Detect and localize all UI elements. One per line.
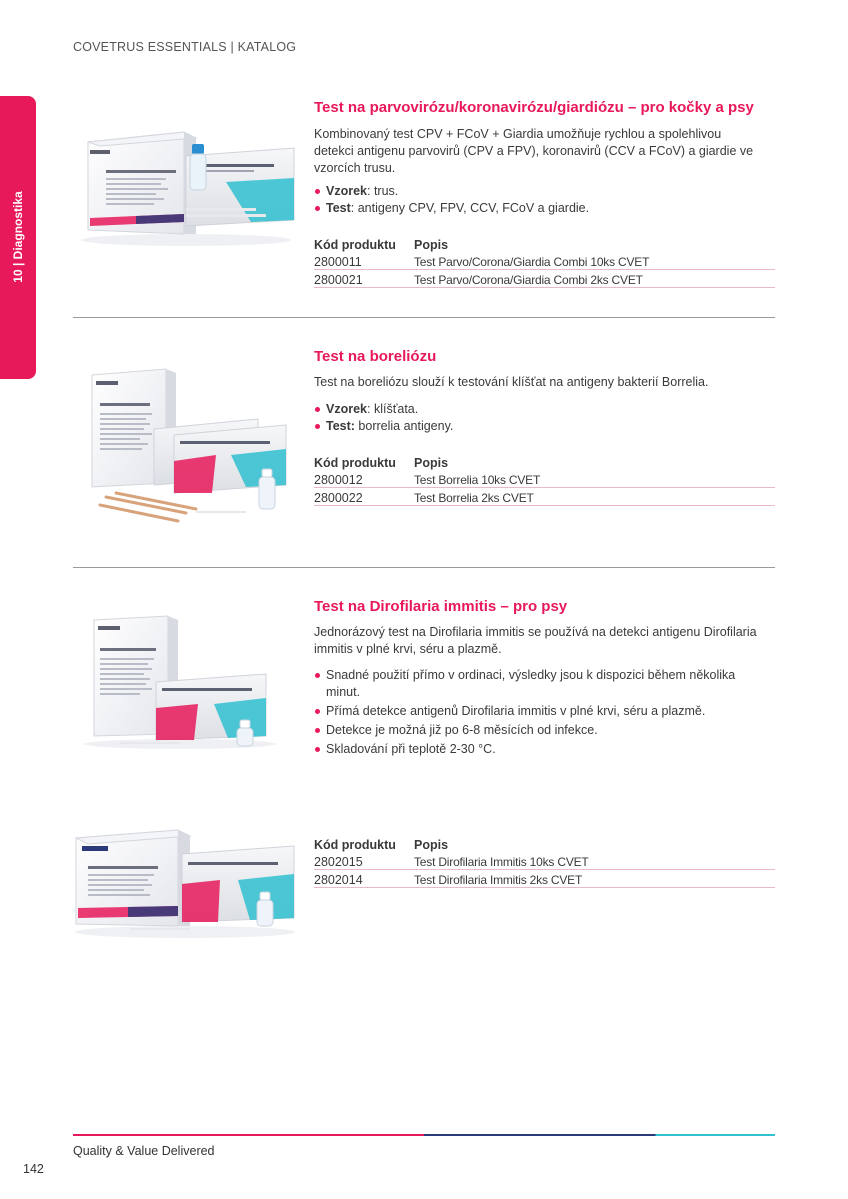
product-code: 2800011	[314, 252, 414, 270]
page-header: COVETRUS ESSENTIALS | KATALOG	[73, 40, 297, 54]
page-number: 142	[23, 1162, 44, 1176]
column-header-code: Kód produktu	[314, 238, 396, 252]
table-row	[314, 252, 775, 270]
product-image-parvo-combi	[76, 122, 298, 252]
section-divider	[73, 317, 775, 318]
product-description: Test Parvo/Corona/Giardia Combi 10ks CVET	[414, 252, 775, 270]
column-header-description: Popis	[414, 456, 449, 470]
table-row	[314, 870, 775, 888]
column-header-description: Popis	[414, 238, 449, 252]
product-description: Test Dirofilaria Immitis 2ks CVET	[414, 870, 775, 888]
section-title: Test na Dirofilaria immitis – pro psy	[314, 598, 568, 615]
list-item: Test: antigeny CPV, FPV, CCV, FCoV a giardie.	[314, 200, 764, 217]
list-item: Detekce je možná již po 6-8 měsících od infekce.	[314, 722, 764, 739]
section-divider	[73, 567, 775, 568]
list-item: Skladování při teplotě 2-30 °C.	[314, 741, 764, 758]
product-description: Test Borrelia 2ks CVET	[414, 488, 775, 506]
table-header-row	[314, 452, 775, 470]
side-tab-label: 10 | Diagnostika	[11, 191, 25, 283]
section-title: Test na parvovirózu/koronavirózu/giardiózu – pro kočky a psy	[314, 99, 754, 116]
product-description: Test Parvo/Corona/Giardia Combi 2ks CVET	[414, 270, 775, 288]
product-table	[314, 452, 775, 506]
product-code: 2802015	[314, 852, 414, 870]
bullet-list	[314, 401, 764, 434]
table-row	[314, 470, 775, 488]
list-item: Vzorek: trus.	[314, 183, 764, 200]
table-row	[314, 852, 775, 870]
product-description: Test Dirofilaria Immitis 10ks CVET	[414, 852, 775, 870]
table-row	[314, 270, 775, 288]
product-table	[314, 234, 775, 288]
product-image-dirofilaria-1	[80, 612, 280, 752]
section-description: Kombinovaný test CPV + FCoV + Giardia umožňuje rychlou a spolehlivou detekci antigenu parvovirů (CPV a FPV), koronavirů (CCV a FCoV) a giardie ve vzorcích trusu.	[314, 127, 754, 175]
footer-line	[73, 1134, 775, 1136]
bullet-list	[314, 183, 764, 216]
list-item: Vzorek: klíšťata.	[314, 401, 764, 418]
list-item: Snadné použití přímo v ordinaci, výsledky jsou k dispozici během několika minut.	[314, 667, 764, 700]
column-header-description: Popis	[414, 838, 449, 852]
bullet-list	[314, 667, 764, 760]
table-header-row	[314, 834, 775, 852]
footer-text: Quality & Value Delivered	[73, 1144, 215, 1158]
product-code: 2800021	[314, 270, 414, 288]
section-description: Test na boreliózu slouží k testování klíšťat na antigeny bakterií Borrelia.	[314, 375, 709, 389]
section-description: Jednorázový test na Dirofilaria immitis se používá na detekci antigenu Dirofilaria immitis v plné krvi, séru a plazmě.	[314, 625, 757, 656]
column-header-code: Kód produktu	[314, 456, 396, 470]
section-title: Test na boreliózu	[314, 348, 437, 365]
table-header-row	[314, 234, 775, 252]
list-item: Přímá detekce antigenů Dirofilaria immitis v plné krvi, séru a plazmě.	[314, 703, 764, 720]
column-header-code: Kód produktu	[314, 838, 396, 852]
product-code: 2800022	[314, 488, 414, 506]
product-description: Test Borrelia 10ks CVET	[414, 470, 775, 488]
product-table	[314, 834, 775, 888]
product-image-borrelia	[86, 365, 296, 530]
product-code: 2802014	[314, 870, 414, 888]
product-code: 2800012	[314, 470, 414, 488]
list-item: Test: borrelia antigeny.	[314, 418, 764, 435]
table-row	[314, 488, 775, 506]
product-image-dirofilaria-2	[70, 822, 300, 942]
